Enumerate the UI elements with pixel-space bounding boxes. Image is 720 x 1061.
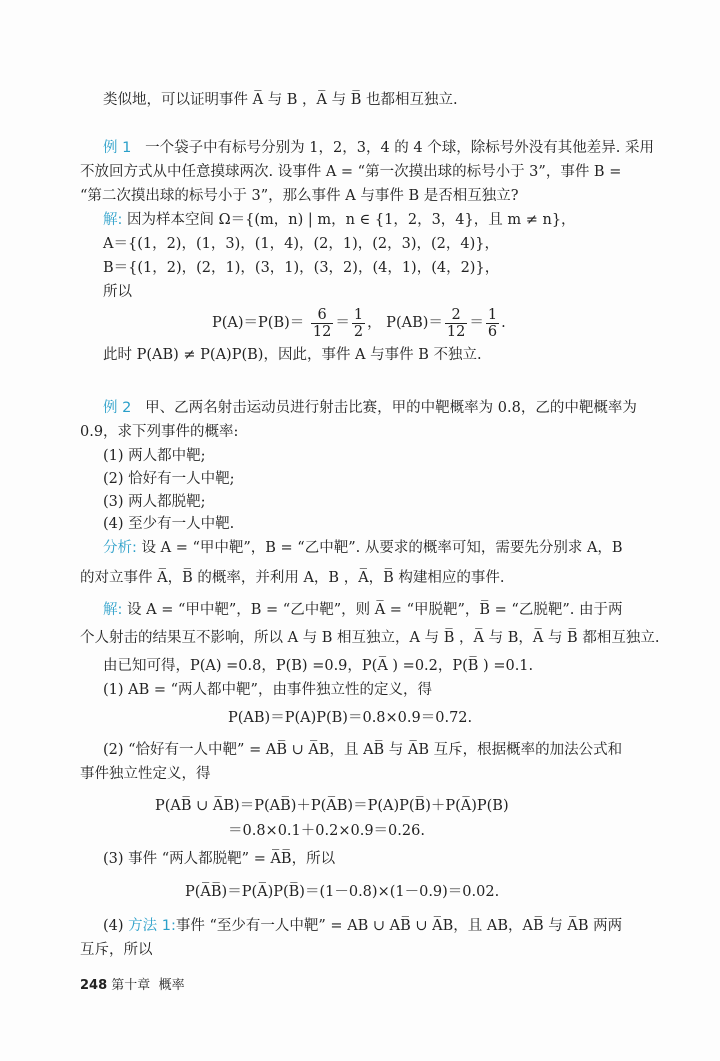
example2-item-3: (3) 两人都脱靶; [103,494,206,510]
formula-1: P(AB)＝P(A)P(B)＝0.8×0.9＝0.72. [228,710,473,726]
example2-label: 例 2 [103,400,132,416]
chapter-title: 概率 [158,978,185,993]
chapter-label: 第十章 [111,978,151,993]
example2-solution-2: 个人射击的结果互不影响，所以 A 与 B 相互独立，A 与 B̅ ，A̅ 与 B，A̅ 与 B̅ 都相互独立. [80,630,660,646]
solution-label: 解: [103,602,123,618]
numerator: 1 [353,306,364,323]
analysis-line-2: 的对立事件 A̅，B̅ 的概率，并利用 A，B ，A̅，B̅ 构建相应的事件. [80,570,505,586]
analysis-label: 分析: [103,540,137,556]
example1-line-2: 不放回方式从中任意摸球两次. 设事件 A = “第一次摸出球的标号小于 3”，事件 B = [80,164,622,180]
solution-text: 因为样本空间 Ω＝{(m，n) | m，n ∈ {1，2，3，4}，且 m ≠ n}， [127,212,576,228]
example2-line-2: 0.9，求下列事件的概率: [80,424,239,440]
example2-solution-9: 互斥，所以 [80,942,153,958]
solution-text: 设 A = “甲中靶”，B = “乙中靶”，则 A̅ = “甲脱靶”，B̅ = “乙脱靶”. 由于两 [127,602,623,618]
numerator: 6 [311,307,333,324]
fraction [311,307,333,340]
example2-solution-3: 由已知可得，P(A) =0.8，P(B) =0.9，P(A̅ ) =0.2，P(B̅ ) =0.1. [103,658,534,674]
intro-text: 类似地，可以证明事件 A̅ 与 B ，A̅ 与 B̅ 也都相互独立. [103,92,458,108]
example1-formula [212,306,506,340]
example2-solution-1 [103,600,622,620]
example2-solution-5: (2) “恰好有一人中靶” = AB̅ ∪ A̅B，且 AB̅ 与 A̅B 互斥，根据概率的加法公式和 [103,742,623,758]
example2-solution-6: 事件独立性定义，得 [80,766,211,782]
example1-solution-3: B＝{(1，2)，(2，1)，(3，1)，(3，2)，(4，1)，(4，2)}， [103,260,500,276]
example2-line-1 [103,398,637,418]
denominator: 6 [487,323,498,340]
formula-2: P(AB̅ ∪ A̅B)＝P(AB̅)＋P(A̅B)＝P(A)P(B̅)＋P(A̅)P(B) [155,798,509,814]
analysis-line-1 [103,538,623,558]
denominator: 12 [446,323,466,340]
example1-label: 例 1 [103,140,132,156]
formula-part: . [501,315,506,331]
method-text: 事件 “至少有一人中靶” = AB ∪ AB̅ ∪ A̅B，且 AB，AB̅ 与 A̅B 两两 [175,918,623,934]
example1-line-3: “第二次摸出球的标号小于 3”，那么事件 A 与事件 B 是否相互独立? [80,188,519,204]
denominator: 2 [353,323,364,340]
fraction [486,307,499,340]
formula-2-cont: ＝0.8×0.1＋0.2×0.9＝0.26. [228,823,425,839]
example1-solution-1 [103,210,576,230]
method-label: 方法 1: [128,918,176,934]
denominator: 12 [312,323,332,340]
part4-prefix: (4) [103,918,124,934]
formula-part: ＝ [469,315,484,331]
formula-3: P(A̅B̅)＝P(A̅)P(B̅)＝(1－0.8)×(1－0.9)＝0.02. [185,884,500,900]
fraction [445,307,467,340]
analysis-text: 设 A = “甲中靶”，B = “乙中靶”. 从要求的概率可知，需要先分别求 A，B [141,540,623,556]
example2-text: 甲、乙两名射击运动员进行射击比赛，甲的中靶概率为 0.8，乙的中靶概率为 [145,400,637,416]
page-footer [80,976,185,996]
formula-part: ， P(AB)＝ [367,315,443,331]
example1-solution-4: 所以 [103,284,132,300]
formula-part: ＝ [335,315,350,331]
numerator: 2 [445,307,467,324]
example1-text: 一个袋子中有标号分别为 1，2，3，4 的 4 个球，除标号外没有其他差异. 采用 [145,140,654,156]
example1-conclusion: 此时 P(AB) ≠ P(A)P(B)，因此，事件 A 与事件 B 不独立. [103,347,482,363]
example2-item-2: (2) 恰好有一人中靶; [103,471,235,487]
example2-solution-4: (1) AB = “两人都中靶”，由事件独立性的定义，得 [103,682,432,698]
example1-line-1 [103,138,654,158]
page-number: 248 [80,978,108,993]
fraction [352,307,365,340]
example2-solution-8 [103,916,622,936]
formula-part: P(A)＝P(B)＝ [212,315,305,331]
solution-label: 解: [103,212,123,228]
example2-item-4: (4) 至少有一人中靶. [103,516,235,532]
example2-solution-7: (3) 事件 “两人都脱靶” = A̅B̅，所以 [103,851,336,867]
example1-solution-2: A＝{(1，2)，(1，3)，(1，4)，(2，1)，(2，3)，(2，4)}， [103,236,500,252]
example2-item-1: (1) 两人都中靶; [103,448,206,464]
numerator: 1 [487,306,498,323]
